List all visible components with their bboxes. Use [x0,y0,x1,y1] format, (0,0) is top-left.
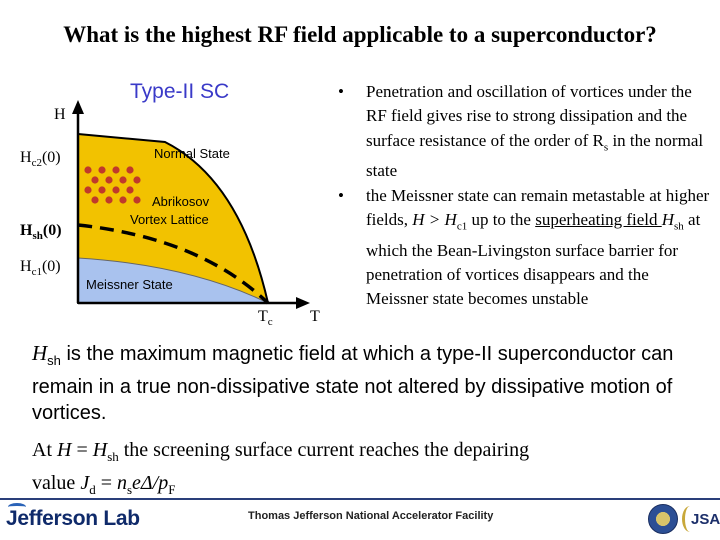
tc-label: $T_c$ [258,308,273,329]
axis-x-label: T [310,308,320,325]
x-axis-arrow [296,297,310,309]
jefferson-lab-logo: Jefferson Lab [6,507,140,531]
vortex-lattice-label-2: Vortex Lattice [130,212,209,227]
logo-arc-icon [8,503,26,511]
depairing-box [26,434,706,496]
y-axis-arrow [72,100,84,114]
jsa-logo: JSA [682,504,716,534]
bullet-list [338,80,713,337]
footer [0,498,720,540]
hc1-label: $H_{c1}(0)$ [20,258,61,279]
axis-y-label: H [54,106,66,123]
definition-box: $H_{sh}$ is the maximum magnetic field at which a type-II superconductor can remain in a true non-dissipative state not altered by dissipative motion of vortices. [26,336,706,431]
normal-state-label: Normal State [154,146,230,161]
meissner-state-label: Meissner State [86,277,173,292]
diagram-heading: Type-II SC [130,80,230,103]
facility-name: Thomas Jefferson National Accelerator Facility [248,510,494,522]
bullet-2: • the Meissner state can remain metastable at higher fields, $H > H_{c1}$ up to the superheating field $H_{sh}$ at which the Bean-Livingston surface barrier for penetration of vortices disappears and the Meissner state becomes unstable [338,185,710,309]
vortex-lattice-label-1: Abrikosov [152,194,210,209]
depairing-line-2: value $J_d = n_se\Delta/p_F$ [32,472,176,497]
bullet-dot: • [338,82,344,101]
bullet-dot: • [338,185,344,205]
doe-seal-icon [648,504,678,534]
hc2-label: $H_{c2}(0)$ [20,149,61,170]
bullet-1: • Penetration and oscillation of vortices under the RF field gives rise to strong dissipation and the surface resistance of the order of $R_s$ in the normal state [338,82,704,181]
hsh-label: $H_{sh}(0)$ [20,222,62,243]
slide-title: What is the highest RF field applicable to a superconductor? [63,22,657,47]
footer-divider [0,498,720,500]
depairing-line-1: At $H = H_{sh}$ the screening surface current reaches the depairing [32,439,530,464]
